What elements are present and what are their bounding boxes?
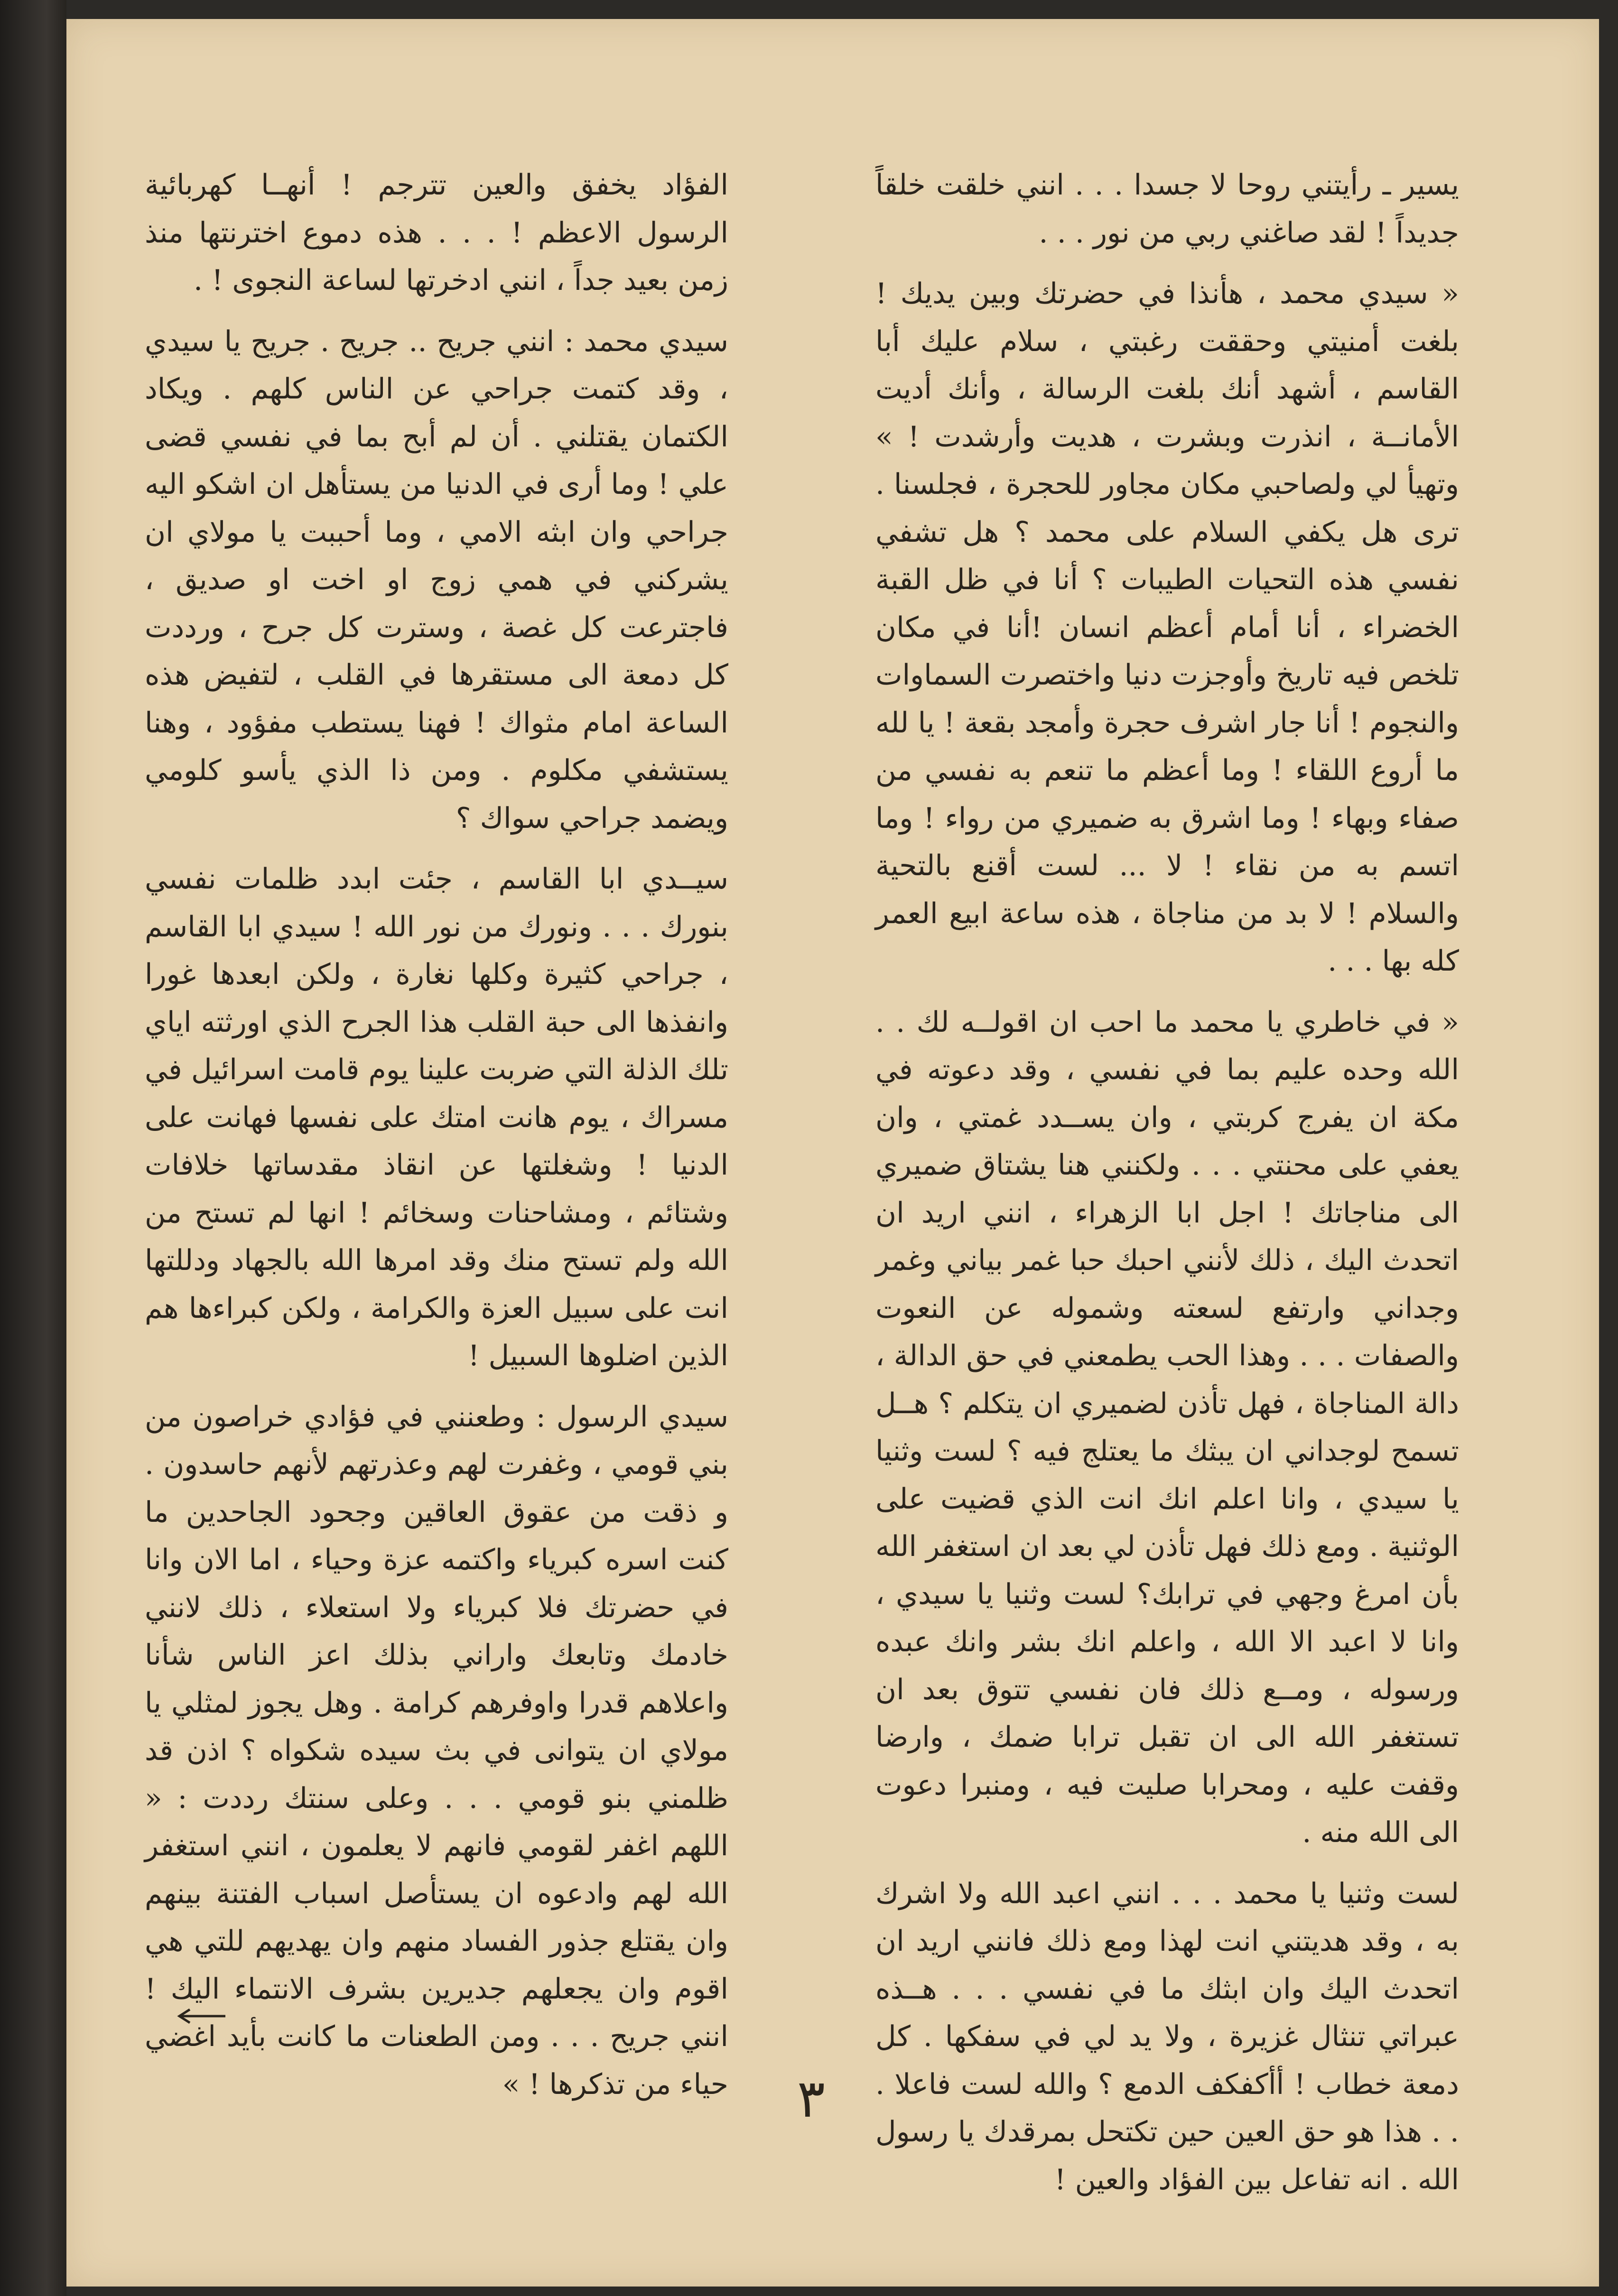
continue-arrow-icon	[176, 2007, 228, 2026]
paragraph: الفؤاد يخفق والعين تترجم ! أنهــا كهربائية الرسول الاعظم ! . . . هذه دموع اخترنتها منذ زمن بعيد جداً ، انني ادخرتها لساعة النجوى ! .	[145, 168, 728, 297]
book-binding	[0, 0, 66, 2296]
paragraph: « في خاطري يا محمد ما احب ان اقولــه لك . . الله وحده عليم بما في نفسي ، وقد دعوته في مكة ان يفرج كربتي ، وان يســدد غمتي ، وان يعفي على محنتي . . . ولكنني هنا يشتاق ضميري الى مناجاتك ! اجل ابا الزهراء ، انني اريد ان اتحدث اليك ، ذلك لأنني احبك حبا غمر بياني وغمر وجداني وارتفع لسعته وشموله عن النعوت والصفات . . . وهذا الحب يطمعني في حق الدالة ، دالة المناجاة ، فهل تأذن لضميري ان يتكلم ؟ هــل تسمح لوجداني ان يبثك ما يعتلج فيه ؟ لست وثنيا يا سيدي ، وانا اعلم انك انت الذي قضيت على الوثنية . ومع ذلك فهل تأذن لي بعد ان استغفر الله بأن امرغ وجهي في ترابك؟ لست وثنيا يا سيدي ، وانا لا اعبد الا الله ، واعلم انك بشر وانك عبده ورسوله ، ومــع ذلك فان نفسي تتوق بعد ان تستغفر الله الى ان تقبل ترابا ضمك ، وارضا وقفت عليه ، ومحرابا صليت فيه ، ومنبرا دعوت الى الله منه .	[875, 1005, 1459, 1849]
paragraph: « سيدي محمد ، هأنذا في حضرتك وبين يديك ! بلغت أمنيتي وحققت رغبتي ، سلام عليك أبا القاسم ، أشهد أنك بلغت الرسالة ، وأنك أديت الأمانــة ، انذرت وبشرت ، هديت وأرشدت ! » وتهيأ لي ولصاحبي مكان مجاور للحجرة ، فجلسنا . ترى هل يكفي السلام على محمد ؟ هل تشفي نفسي هذه التحيات الطيبات ؟ أنا في ظل القبة الخضراء ، أنا أمام أعظم انسان !أنا في مكان تلخص فيه تاريخ وأوجزت دنيا واختصرت السماوات والنجوم ! أنا جار اشرف حجرة وأمجد بقعة ! يا لله ما أروع اللقاء ! وما أعظم ما تنعم به نفسي من صفاء وبهاء ! وما اشرق به ضميري من رواء ! وما اتسم به من نقاء ! لا ... لست أقنع بالتحية والسلام ! لا بد من مناجاة ، هذه ساعة ابيع العمر كله بها . . .	[875, 277, 1459, 978]
paragraph: لست وثنيا يا محمد . . . انني اعبد الله ولا اشرك به ، وقد هديتني انت لهذا ومع ذلك فانني اريد ان اتحدث اليك وان ابثك ما في نفسي . . . هــذه عبراتي تنثال غزيرة ، ولا يد لي في سفكها . كل دمعة خطاب ! أأكفكف الدمع ؟ والله لست فاعلا . . . هذا هو حق العين حين تكتحل بمرقدك يا رسول الله . انه تفاعل بين الفؤاد والعين !	[875, 1877, 1459, 2196]
right-text-column	[875, 161, 1459, 2217]
paragraph: يسير ـ رأيتني روحا لا جسدا . . . انني خلقت خلقاً جديداً ! لقد صاغني ربي من نور . . .	[875, 168, 1459, 250]
paragraph: سيدي الرسول : وطعنني في فؤادي خراصون من بني قومي ، وغفرت لهم وعذرتهم لأنهم حاسدون . و ذقت من عقوق العاقين وجحود الجاحدين ما كنت اسره كبرياء واكتمه عزة وحياء ، اما الان وانا في حضرتك فلا كبرياء ولا استعلاء ، ذلك لانني خادمك وتابعك واراني بذلك اعز الناس شأنا واعلاهم قدرا واوفرهم كرامة . وهل يجوز لمثلي يا مولاي ان يتوانى في بث سيده شكواه ؟ اذن قد ظلمني بنو قومي . . . وعلى سنتك رددت : « اللهم اغفر لقومي فانهم لا يعلمون ، انني استغفر الله لهم وادعوه ان يستأصل اسباب الفتنة بينهم وان يقتلع جذور الفساد منهم وان يهديهم للتي هي اقوم وان يجعلهم جديرين بشرف الانتماء اليك ! انني جريح . . . ومن الطعنات ما كانت بأيد اغضي حياء من تذكرها ! »	[145, 1400, 728, 2101]
paragraph: سيــدي ابا القاسم ، جئت ابدد ظلمات نفسي بنورك . . . ونورك من نور الله ! سيدي ابا القاسم ، جراحي كثيرة وكلها نغارة ، ولكن ابعدها غورا وانفذها الى حبة القلب هذا الجرح الذي اورثته اياي تلك الذلة التي ضربت علينا يوم قامت اسرائيل في مسراك ، يوم هانت امتك على نفسها فهانت على الدنيا ! وشغلتها عن انقاذ مقدساتها خلافات وشتائم ، ومشاحنات وسخائم ! انها لم تستح من الله ولم تستح منك وقد امرها الله بالجهاد ودللتها انت على سبيل العزة والكرامة ، ولكن كبراءها هم الذين اضلوها السبيل !	[145, 862, 728, 1372]
page-number: ٣	[797, 2068, 826, 2129]
paragraph: سيدي محمد : انني جريح .. جريح . جريح يا سيدي ، وقد كتمت جراحي عن الناس كلهم . ويكاد الكتمان يقتلني . أن لم أبح بما في نفسي قضى علي ! وما أرى في الدنيا من يستأهل ان اشكو اليه جراحي وان ابثه الامي ، وما أحببت يا مولاي ان يشركني في همي زوج او اخت او صديق ، فاجترعت كل غصة ، وسترت كل جرح ، ورددت كل دمعة الى مستقرها في القلب ، لتفيض هذه الساعة امام مثواك ! فهنا يستطب مفؤود ، وهنا يستشفي مكلوم . ومن ذا الذي يأسو كلومي ويضمد جراحي سواك ؟	[145, 324, 728, 835]
left-text-column	[145, 161, 728, 2121]
